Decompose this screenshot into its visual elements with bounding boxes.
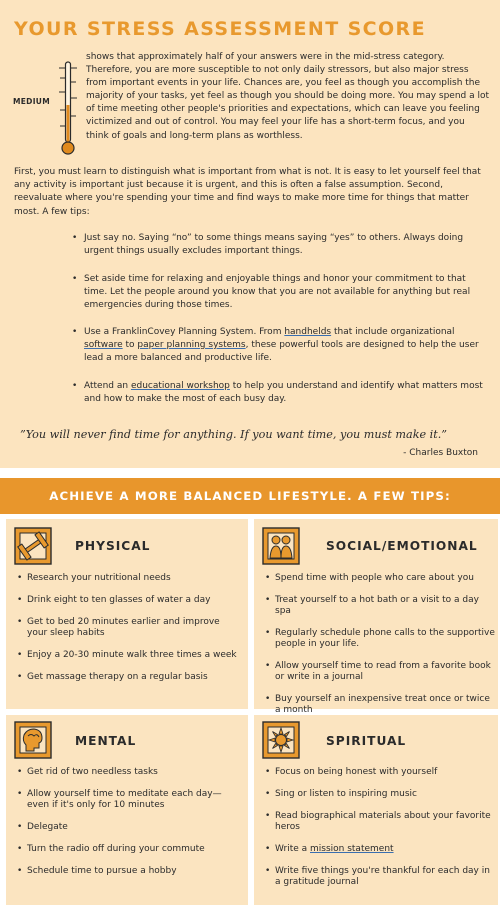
tip-text: , these powerful tools are designed to help the user lead a more balanced and productive life. xyxy=(84,339,479,364)
list-item: • Research your nutritional needs xyxy=(17,573,242,584)
educational-workshop-link[interactable]: educational workshop xyxy=(130,381,230,392)
physical-list xyxy=(17,573,242,694)
list-item: • Set aside time for relaxing and enjoyable things and honor your commitment to that time. Let the people around you know that you are not available for anything but real emergencies during those times. xyxy=(72,273,484,313)
list-item: • Read biographical materials about your favorite heros xyxy=(265,811,495,833)
brain-icon xyxy=(14,721,52,759)
spiritual-list xyxy=(265,767,495,899)
list-item: • Allow yourself time to meditate each day—even if it's only for 10 minutes xyxy=(17,789,242,811)
list-item: • Just say no. Saying “no” to some things means saying “yes” to others. Always doing urgent things usually excludes important things. xyxy=(72,232,484,258)
tips-banner: ACHIEVE A MORE BALANCED LIFESTYLE. A FEW TIPS: xyxy=(0,478,500,514)
list-item: • Regularly schedule phone calls to the supportive people in your life. xyxy=(265,628,495,650)
social-emotional-section xyxy=(254,519,498,715)
spiritual-section xyxy=(254,715,498,905)
dumbbell-icon xyxy=(14,527,52,565)
mission-statement-link[interactable]: mission statement xyxy=(310,844,394,854)
tip-text: Use a FranklinCovey Planning System. From xyxy=(84,326,285,337)
spiritual-title: SPIRITUAL xyxy=(326,734,407,748)
list-item: • Treat yourself to a hot bath or a visit to a day spa xyxy=(265,595,495,617)
tip-text: to xyxy=(122,339,138,350)
thermometer-icon xyxy=(56,60,80,156)
list-item: • Schedule time to pursue a hobby xyxy=(17,866,242,877)
lifestyle-tips-grid xyxy=(6,519,498,905)
social-emotional-list xyxy=(265,573,495,727)
list-item: • Focus on being honest with yourself xyxy=(265,767,495,778)
physical-section xyxy=(6,519,248,709)
list-item: • Buy yourself an inexpensive treat once or twice a month xyxy=(265,694,495,716)
list-item xyxy=(265,844,495,855)
list-item: • Get to bed 20 minutes earlier and improve your sleep habits xyxy=(17,617,242,639)
physical-title: PHYSICAL xyxy=(75,539,151,553)
list-item: • Turn the radio off during your commute xyxy=(17,844,242,855)
mental-section xyxy=(6,715,248,905)
quote-author: - Charles Buxton xyxy=(403,448,478,458)
item-text: Write a xyxy=(275,844,310,854)
quote-text: ”You will never find time for anything. If you want time, you must make it.” xyxy=(20,428,448,441)
list-item xyxy=(72,380,484,406)
list-item: • Write five things you're thankful for each day in a gratitude journal xyxy=(265,866,495,888)
list-item: • Allow yourself time to read from a favorite book or write in a journal xyxy=(265,661,495,683)
page-title: YOUR STRESS ASSESSMENT SCORE xyxy=(14,18,426,40)
list-item xyxy=(72,326,484,366)
mental-title: MENTAL xyxy=(75,734,137,748)
advice-paragraph: First, you must learn to distinguish what is important from what is not. It is easy to let yourself feel that any activity is important just because it is urgent, and this is often a false assumption. Second, reevaluate where you're spending your time and find ways to make more time for things that matter most. A few tips: xyxy=(14,167,481,217)
tip-text: to help you understand and identify what matters most and how to make the most of each busy day. xyxy=(84,381,483,405)
people-icon xyxy=(262,527,300,565)
list-item: • Enjoy a 20-30 minute walk three times a week xyxy=(17,650,242,661)
list-item: • Spend time with people who care about you xyxy=(265,573,495,584)
social-emotional-title: SOCIAL/EMOTIONAL xyxy=(326,539,478,553)
sun-icon xyxy=(262,721,300,759)
list-item: • Drink eight to ten glasses of water a day xyxy=(17,595,242,606)
handhelds-link[interactable]: handhelds xyxy=(284,326,332,337)
list-item: • Sing or listen to inspiring music xyxy=(265,789,495,800)
stress-level-label: MEDIUM xyxy=(13,97,50,106)
tips-list xyxy=(72,232,484,421)
list-item: • Delegate xyxy=(17,822,242,833)
list-item: • Get massage therapy on a regular basis xyxy=(17,672,242,683)
tip-text: that include organizational xyxy=(331,326,455,337)
list-item: • Get rid of two needless tasks xyxy=(17,767,242,778)
mental-list xyxy=(17,767,242,888)
software-link[interactable]: software xyxy=(84,339,123,350)
paper-planning-link[interactable]: paper planning systems xyxy=(137,339,246,350)
intro-text: shows that approximately half of your answers were in the mid-stress category. Therefore, you are more susceptible to not only daily stressors, but also major stress from important events in your life. Chances are, you feel as though you accomplish the majority of your tasks, yet feel as though you should be doing more. You may spend a lot of time meeting other people's priorities and expectations, which can leave you feeling victimized and out of control. You may feel your life has a short-term focus, and you think of goals and long-term plans as worthless. xyxy=(86,52,490,141)
tip-text: Attend an xyxy=(84,381,131,392)
